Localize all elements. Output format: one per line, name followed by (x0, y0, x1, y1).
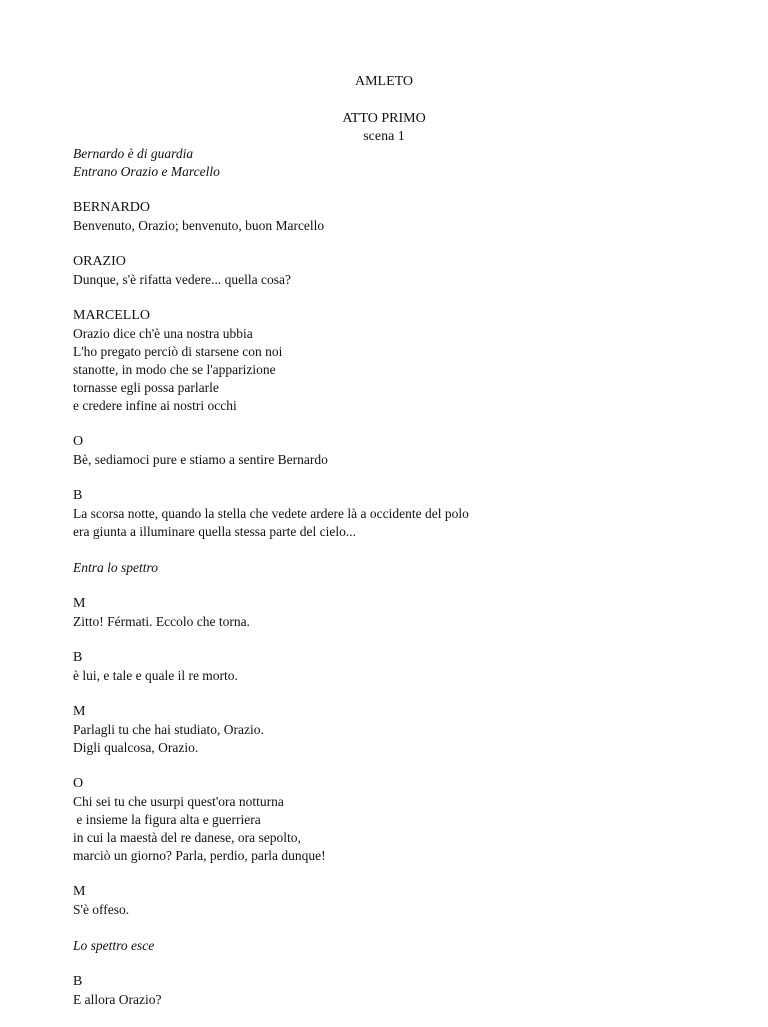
speaker-name: B (73, 488, 83, 503)
dialogue-line: Digli qualcosa, Orazio. (73, 740, 199, 755)
dialogue-line: E allora Orazio? (73, 992, 162, 1007)
dialogue-line: tornasse egli possa parlarle (73, 380, 219, 395)
stage-direction: Entrano Orazio e Marcello (73, 164, 220, 179)
speaker-name: ORAZIO (73, 254, 126, 269)
stage-direction: Bernardo è di guardia (73, 146, 194, 161)
speaker-name: B (73, 650, 83, 665)
dialogue-line: e insieme la figura alta e guerriera (73, 812, 261, 827)
script-body (73, 145, 733, 1027)
speaker-name: O (73, 434, 84, 449)
speaker-name: MARCELLO (73, 308, 150, 323)
dialogue-line: La scorsa notte, quando la stella che vedete ardere là a occidente del polo (73, 506, 469, 521)
dialogue-line: stanotte, in modo che se l'apparizione (73, 362, 276, 377)
stage-direction: Lo spettro esce (73, 938, 155, 953)
dialogue-block (73, 595, 733, 631)
speaker-name: M (73, 884, 86, 899)
stage-direction: Entra lo spettro (73, 560, 159, 575)
dialogue-line: Chi sei tu che usurpi quest'ora notturna (73, 794, 284, 809)
scene-heading: scena 1 (363, 129, 405, 144)
act-heading: ATTO PRIMO (342, 111, 426, 126)
dialogue-block (73, 199, 733, 235)
dialogue-block (73, 973, 733, 1009)
dialogue-block (73, 649, 733, 685)
speaker-name: M (73, 704, 86, 719)
speaker-name: BERNARDO (73, 200, 151, 215)
dialogue-block (73, 883, 733, 919)
dialogue-line: in cui la maestà del re danese, ora sepolto, (73, 830, 301, 845)
play-title: AMLETO (354, 74, 414, 89)
dialogue-line: è lui, e tale e quale il re morto. (73, 668, 238, 683)
dialogue-block (73, 307, 733, 415)
stage-direction-block (73, 937, 733, 955)
dialogue-line: Dunque, s'è rifatta vedere... quella cosa? (73, 272, 291, 287)
dialogue-line: marciò un giorno? Parla, perdio, parla dunque! (73, 848, 326, 863)
dialogue-line: Parlagli tu che hai studiato, Orazio. (73, 722, 264, 737)
dialogue-block (73, 487, 733, 541)
dialogue-line: Zitto! Férmati. Eccolo che torna. (73, 614, 250, 629)
dialogue-block (73, 433, 733, 469)
dialogue-line: S'è offeso. (73, 902, 130, 917)
dialogue-line: Bè, sediamoci pure e stiamo a sentire Bernardo (73, 452, 328, 467)
dialogue-line: Benvenuto, Orazio; benvenuto, buon Marcello (73, 218, 325, 233)
opening-stage-directions (73, 145, 733, 181)
dialogue-line: era giunta a illuminare quella stessa parte del cielo... (73, 524, 357, 539)
speaker-name: M (73, 596, 86, 611)
dialogue-block (73, 703, 733, 757)
dialogue-line: L'ho pregato perciò di starsene con noi (73, 344, 283, 359)
speaker-name: O (73, 776, 84, 791)
speaker-name: B (73, 974, 83, 989)
dialogue-block (73, 775, 733, 865)
dialogue-line: Orazio dice ch'è una nostra ubbia (73, 326, 253, 341)
dialogue-block (73, 253, 733, 289)
dialogue-line: e credere infine ai nostri occhi (73, 398, 237, 413)
stage-direction-block (73, 559, 733, 577)
